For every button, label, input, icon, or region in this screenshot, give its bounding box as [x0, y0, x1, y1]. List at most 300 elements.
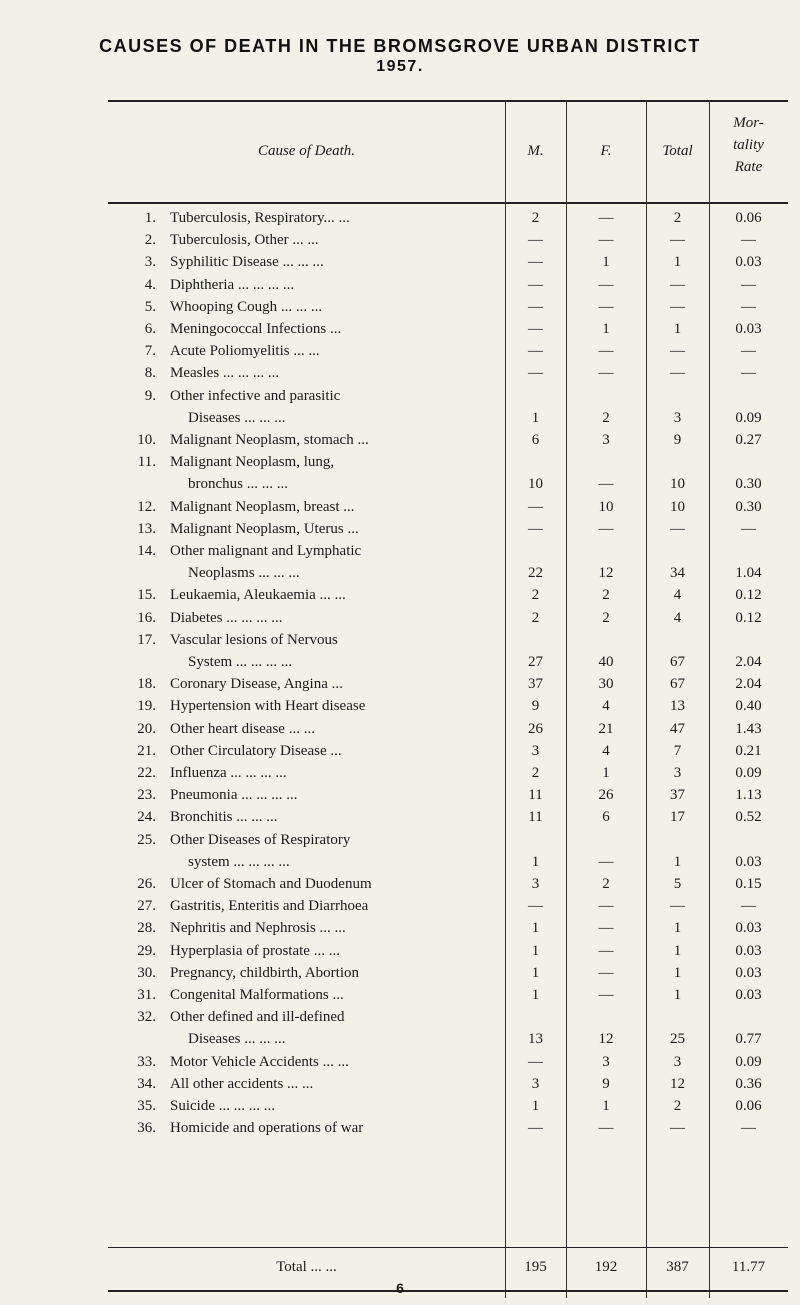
header-rate-line1: Mor- — [733, 115, 764, 131]
total-cell: — — [670, 298, 685, 315]
male-cell: 26 — [528, 720, 543, 737]
total-cell: 1 — [673, 987, 682, 1003]
male-cell: 2 — [531, 609, 540, 626]
male-cell: 3 — [531, 876, 540, 892]
cause-text: Diabetes ... ... ... ... — [170, 609, 283, 626]
female-cell: — — [598, 343, 614, 360]
male-cell: — — [528, 1053, 543, 1070]
row-number: 16. — [137, 609, 156, 626]
total-cell: 5 — [673, 876, 682, 892]
cause-cell — [170, 987, 495, 1009]
cause-cell — [170, 787, 495, 809]
cause-text: Tuberculosis, Respiratory... ... — [170, 210, 350, 226]
table-row — [108, 676, 788, 698]
female-cell: 2 — [602, 609, 610, 626]
female-cell: 2 — [602, 587, 610, 604]
rate-cell: 0.03 — [735, 942, 762, 959]
female-cell: 1 — [602, 1098, 610, 1114]
rate-cell: 0.30 — [735, 476, 762, 493]
table-top-rule — [108, 100, 788, 102]
total-cell: 7 — [673, 742, 682, 759]
header-rate — [709, 112, 788, 178]
table-row — [108, 876, 788, 898]
rate-cell: — — [741, 365, 756, 382]
rate-cell: 0.03 — [735, 254, 762, 271]
table-row — [108, 454, 788, 498]
cause-text: System ... ... ... ... — [188, 653, 293, 670]
row-number: 11. — [137, 454, 156, 471]
cause-cell — [170, 610, 495, 632]
table-row — [108, 499, 788, 521]
row-number: 17. — [137, 631, 156, 648]
male-cell: 1 — [531, 942, 540, 959]
row-number: 4. — [144, 276, 156, 293]
male-cell: 13 — [528, 1031, 543, 1048]
table-row — [108, 943, 788, 965]
total-total: 387 — [666, 1259, 689, 1275]
male-cell: 10 — [528, 476, 543, 493]
cause-text: Pneumonia ... ... ... ... — [170, 787, 298, 804]
row-number: 7. — [144, 343, 156, 360]
total-cell: 1 — [673, 321, 682, 337]
rate-cell: 0.09 — [735, 1053, 762, 1070]
female-cell: 4 — [602, 698, 610, 715]
female-cell: — — [598, 365, 614, 382]
male-cell: 3 — [531, 1075, 540, 1092]
cause-text: Influenza ... ... ... ... — [170, 765, 287, 781]
rate-cell: 0.09 — [735, 409, 762, 426]
female-cell: 3 — [602, 432, 610, 448]
total-cell: 1 — [673, 920, 682, 937]
cause-text: Malignant Neoplasm, stomach ... — [170, 432, 369, 448]
total-cell: 1 — [673, 853, 682, 870]
total-cell: 9 — [673, 432, 682, 448]
table-row — [108, 743, 788, 765]
cause-cell — [170, 343, 495, 365]
female-cell: 3 — [602, 1053, 610, 1070]
rate-cell: — — [741, 898, 756, 915]
cause-text: Suicide ... ... ... ... — [170, 1098, 275, 1114]
male-cell: — — [528, 365, 543, 382]
total-label: Total ... ... — [276, 1259, 337, 1275]
male-cell: 1 — [531, 920, 540, 937]
table-row — [108, 210, 788, 232]
cause-cell — [170, 1009, 495, 1053]
cause-cell — [170, 210, 495, 232]
total-cell: 3 — [673, 765, 682, 781]
cause-cell — [170, 1120, 495, 1142]
male-cell: — — [528, 498, 543, 515]
table-row — [108, 254, 788, 276]
row-number: 22. — [137, 765, 156, 781]
rate-cell: 0.03 — [735, 964, 762, 981]
male-cell: 1 — [531, 987, 540, 1003]
cause-text: Neoplasms ... ... ... — [188, 565, 300, 582]
total-cell: — — [670, 1120, 685, 1137]
table-row — [108, 543, 788, 587]
row-number: 20. — [137, 720, 156, 737]
table-row — [108, 343, 788, 365]
table-row — [108, 698, 788, 720]
rate-cell: 0.52 — [735, 809, 762, 826]
row-number: 8. — [144, 365, 156, 382]
female-cell: — — [598, 232, 614, 249]
table-row — [108, 965, 788, 987]
row-number: 21. — [137, 742, 156, 759]
male-cell: 1 — [531, 964, 540, 981]
total-cell: — — [670, 365, 685, 382]
male-cell: 22 — [528, 565, 543, 582]
table-row — [108, 587, 788, 609]
cause-text: Malignant Neoplasm, Uterus ... — [170, 520, 359, 537]
female-cell: 2 — [602, 876, 610, 892]
cause-text: Homicide and operations of war — [170, 1120, 364, 1137]
cause-text: Coronary Disease, Angina ... — [170, 676, 343, 693]
row-number: 31. — [137, 987, 156, 1003]
row-number: 13. — [137, 520, 156, 537]
cause-cell — [170, 743, 495, 765]
rate-cell: 0.30 — [735, 498, 762, 515]
table-row — [108, 299, 788, 321]
total-cell: — — [670, 276, 685, 293]
total-row — [108, 1259, 788, 1279]
female-cell: 4 — [602, 742, 610, 759]
male-cell: 37 — [528, 676, 543, 693]
total-cell: 13 — [670, 698, 685, 715]
male-cell: — — [528, 1120, 543, 1137]
cause-text: bronchus ... ... ... — [188, 476, 288, 493]
rate-cell: 0.12 — [735, 609, 762, 626]
female-cell: 1 — [602, 765, 610, 781]
total-female: 192 — [594, 1259, 618, 1275]
male-cell: 11 — [528, 787, 543, 804]
cause-cell — [170, 809, 495, 831]
table-row — [108, 232, 788, 254]
rate-cell: 1.04 — [735, 565, 762, 582]
table-row — [108, 277, 788, 299]
total-cell: 4 — [673, 609, 682, 626]
table-row — [108, 920, 788, 942]
rate-cell: — — [741, 343, 756, 360]
cause-cell — [170, 254, 495, 276]
female-cell: — — [598, 210, 614, 226]
row-number: 14. — [137, 543, 156, 559]
cause-text: Malignant Neoplasm, lung, — [170, 454, 335, 471]
cause-text: Vascular lesions of Nervous — [170, 631, 338, 648]
rate-cell: 0.40 — [735, 698, 762, 715]
table-row — [108, 321, 788, 343]
cause-text: Diseases ... ... ... — [188, 1031, 286, 1048]
total-cell: 34 — [670, 565, 685, 582]
cause-text: Other malignant and Lymphatic — [170, 543, 362, 559]
rate-cell: 0.36 — [735, 1075, 762, 1092]
female-cell: — — [598, 964, 614, 981]
rate-cell: 0.03 — [735, 987, 762, 1003]
cause-cell — [170, 232, 495, 254]
cause-text: Meningococcal Infections ... — [170, 321, 342, 337]
rate-cell: 0.15 — [735, 876, 762, 892]
table-row — [108, 987, 788, 1009]
male-cell: 27 — [528, 653, 543, 670]
cause-cell — [170, 632, 495, 676]
table-row — [108, 765, 788, 787]
cause-cell — [170, 1054, 495, 1076]
cause-cell — [170, 832, 495, 876]
female-cell: — — [598, 276, 614, 293]
cause-cell — [170, 543, 495, 587]
male-cell: — — [528, 321, 543, 337]
total-cell: 25 — [670, 1031, 685, 1048]
rate-cell: — — [741, 232, 756, 249]
male-cell: 3 — [531, 742, 540, 759]
total-cell: 1 — [673, 942, 682, 959]
total-rate: 11.77 — [731, 1259, 766, 1275]
total-cell: 67 — [670, 653, 685, 670]
cause-cell — [170, 277, 495, 299]
female-cell: — — [598, 942, 614, 959]
female-cell: — — [598, 853, 614, 870]
table-row — [108, 809, 788, 831]
total-top-rule — [108, 1247, 788, 1248]
header-bottom-rule — [108, 202, 788, 204]
female-cell: 1 — [602, 321, 610, 337]
female-cell: 30 — [598, 676, 614, 693]
cause-text: Acute Poliomyelitis ... ... — [170, 343, 320, 360]
cause-text: Pregnancy, childbirth, Abortion — [170, 964, 359, 981]
cause-text: Other Diseases of Respiratory — [170, 831, 351, 848]
male-cell: — — [528, 254, 543, 271]
male-cell: 2 — [531, 587, 540, 604]
row-number: 12. — [137, 498, 156, 515]
total-cell: 3 — [673, 1053, 682, 1070]
row-number: 26. — [137, 876, 156, 892]
cause-text: system ... ... ... ... — [188, 853, 290, 870]
row-number: 30. — [137, 964, 156, 981]
female-cell: 12 — [598, 1031, 614, 1048]
table-row — [108, 388, 788, 432]
total-cell: 67 — [670, 676, 685, 693]
cause-text: Malignant Neoplasm, breast ... — [170, 498, 355, 515]
cause-cell — [170, 765, 495, 787]
female-cell: 21 — [598, 720, 614, 737]
female-cell: — — [598, 520, 614, 537]
cause-cell — [170, 965, 495, 987]
male-cell: 2 — [531, 765, 540, 781]
cause-text: Ulcer of Stomach and Duodenum — [170, 876, 372, 892]
cause-cell — [170, 321, 495, 343]
cause-cell — [170, 454, 495, 498]
rate-cell: 0.21 — [735, 742, 762, 759]
rate-cell: 0.06 — [735, 1098, 762, 1114]
table-row — [108, 1120, 788, 1142]
table-row — [108, 365, 788, 387]
cause-cell — [170, 299, 495, 321]
total-cell: — — [670, 520, 685, 537]
row-number: 1. — [144, 210, 156, 226]
header-male: M. — [527, 143, 544, 159]
page-title: CAUSES OF DEATH IN THE BROMSGROVE URBAN DISTRICT — [99, 36, 701, 56]
cause-text: Hyperplasia of prostate ... ... — [170, 942, 340, 959]
cause-text: Gastritis, Enteritis and Diarrhoea — [170, 898, 369, 915]
male-cell: 1 — [531, 1098, 540, 1114]
rate-cell: — — [741, 520, 756, 537]
rate-cell: 0.12 — [735, 587, 762, 604]
male-cell: 6 — [531, 432, 540, 448]
cause-cell — [170, 876, 495, 898]
rate-cell: — — [741, 1120, 756, 1137]
page-year: 1957. — [376, 58, 424, 75]
cause-text: Tuberculosis, Other ... ... — [170, 232, 319, 249]
row-number: 2. — [144, 232, 156, 249]
total-cell: 4 — [673, 587, 682, 604]
table-row — [108, 1009, 788, 1053]
row-number: 29. — [137, 942, 156, 959]
row-number: 9. — [144, 387, 156, 404]
total-cell: 12 — [670, 1075, 685, 1092]
male-cell: 1 — [531, 409, 540, 426]
female-cell: 9 — [602, 1075, 610, 1092]
cause-text: Measles ... ... ... ... — [170, 365, 280, 382]
cause-cell — [170, 1098, 495, 1120]
female-cell: 1 — [602, 254, 610, 271]
female-cell: 12 — [598, 565, 614, 582]
row-number: 23. — [137, 787, 156, 804]
male-cell: — — [528, 898, 543, 915]
rate-cell: — — [741, 298, 756, 315]
row-number: 35. — [137, 1098, 156, 1114]
rate-cell: 1.43 — [735, 720, 762, 737]
table-row — [108, 610, 788, 632]
cause-cell — [170, 499, 495, 521]
cause-cell — [170, 587, 495, 609]
header-cause: Cause of Death. — [257, 143, 356, 159]
total-cell: — — [670, 898, 685, 915]
row-number: 24. — [137, 809, 156, 826]
rate-cell: 2.04 — [735, 676, 762, 693]
cause-cell — [170, 521, 495, 543]
cause-text: All other accidents ... ... — [170, 1075, 314, 1092]
table-row — [108, 1076, 788, 1098]
row-number: 34. — [137, 1075, 156, 1092]
total-cell: 17 — [670, 809, 685, 826]
male-cell: — — [528, 232, 543, 249]
table-row — [108, 898, 788, 920]
cause-cell — [170, 698, 495, 720]
male-cell: — — [528, 276, 543, 293]
row-number: 3. — [144, 254, 156, 271]
rate-cell: 0.27 — [735, 432, 762, 448]
header-female: F. — [600, 143, 612, 159]
cause-text: Nephritis and Nephrosis ... ... — [170, 920, 346, 937]
male-cell: — — [528, 520, 543, 537]
rate-cell: 0.06 — [735, 210, 762, 226]
male-cell: — — [528, 298, 543, 315]
total-male: 195 — [524, 1259, 547, 1275]
cause-text: Other heart disease ... ... — [170, 720, 315, 737]
rate-cell: 0.03 — [735, 321, 762, 337]
total-cell: 37 — [670, 787, 685, 804]
row-number: 10. — [137, 432, 156, 448]
page-number: 6 — [396, 1280, 404, 1296]
rate-cell: 0.77 — [735, 1031, 762, 1048]
table-row — [108, 632, 788, 676]
total-cell: — — [670, 343, 685, 360]
header-total: Total — [662, 143, 693, 159]
row-number: 5. — [144, 298, 156, 315]
row-number: 28. — [137, 920, 156, 937]
row-number: 6. — [144, 321, 156, 337]
table-row — [108, 721, 788, 743]
row-number: 15. — [137, 587, 156, 604]
total-cell: 10 — [670, 476, 685, 493]
header-rate-line3: Rate — [734, 159, 763, 175]
cause-cell — [170, 388, 495, 432]
table-row — [108, 832, 788, 876]
female-cell: 26 — [598, 787, 614, 804]
causes-of-death-table — [108, 92, 788, 1296]
cause-text: Hypertension with Heart disease — [170, 698, 366, 715]
row-number: 32. — [137, 1009, 156, 1026]
cause-text: Motor Vehicle Accidents ... ... — [170, 1053, 349, 1070]
cause-text: Diphtheria ... ... ... ... — [170, 276, 295, 293]
cause-text: Leukaemia, Aleukaemia ... ... — [170, 587, 346, 604]
male-cell: 11 — [528, 809, 543, 826]
cause-cell — [170, 943, 495, 965]
cause-cell — [170, 676, 495, 698]
cause-cell — [170, 1076, 495, 1098]
total-cell: 1 — [673, 964, 682, 981]
female-cell: — — [598, 298, 614, 315]
male-cell: — — [528, 343, 543, 360]
total-cell: 2 — [673, 210, 682, 226]
row-number: 19. — [137, 698, 156, 715]
rate-cell: 0.03 — [735, 853, 762, 870]
cause-text: Whooping Cough ... ... ... — [170, 298, 323, 315]
female-cell: — — [598, 920, 614, 937]
female-cell: 40 — [598, 653, 614, 670]
rate-cell: 0.09 — [735, 765, 762, 781]
total-cell: 2 — [673, 1098, 682, 1114]
male-cell: 1 — [531, 853, 540, 870]
cause-text: Congenital Malformations ... — [170, 987, 344, 1003]
cause-cell — [170, 920, 495, 942]
total-cell: 47 — [670, 720, 685, 737]
total-cell: 3 — [673, 409, 682, 426]
female-cell: — — [598, 476, 614, 493]
cause-cell — [170, 898, 495, 920]
male-cell: 2 — [531, 210, 540, 226]
table-row — [108, 521, 788, 543]
header-rate-line2: tality — [733, 137, 764, 153]
row-number: 25. — [137, 831, 156, 848]
total-cell: 1 — [673, 254, 682, 271]
cause-text: Other defined and ill-defined — [170, 1009, 345, 1026]
cause-text: Other infective and parasitic — [170, 387, 341, 404]
cause-cell — [170, 365, 495, 387]
female-cell: 2 — [602, 409, 610, 426]
female-cell: — — [598, 1120, 614, 1137]
table-row — [108, 787, 788, 809]
rate-cell: 1.13 — [735, 787, 762, 804]
row-number: 36. — [137, 1120, 156, 1137]
rate-cell: — — [741, 276, 756, 293]
total-cell: 10 — [670, 498, 685, 515]
row-number: 33. — [137, 1053, 156, 1070]
total-cell: — — [670, 232, 685, 249]
cause-text: Syphilitic Disease ... ... ... — [170, 254, 324, 271]
table-row — [108, 432, 788, 454]
female-cell: — — [598, 898, 614, 915]
